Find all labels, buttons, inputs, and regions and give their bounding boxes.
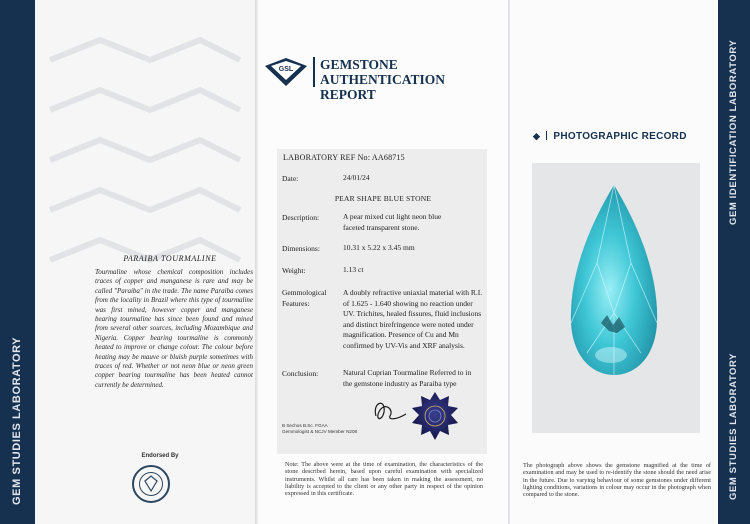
report-title-line1: GEMSTONE AUTHENTICATION bbox=[320, 57, 446, 87]
diamond-icon: ◆ bbox=[533, 131, 541, 141]
conclusion-label: Conclusion: bbox=[282, 369, 319, 378]
weight-value: 1.13 ct bbox=[343, 265, 364, 274]
stone-name: PEAR SHAPE BLUE STONE bbox=[334, 194, 432, 203]
report-title bbox=[320, 57, 510, 102]
left-spine bbox=[0, 0, 35, 524]
signature-icon bbox=[370, 396, 410, 426]
paraiba-description: Tourmaline whose chemical composition includes traces of copper and manganese is rare and may be called "Paraiba" in the trade. The name Paraiba comes from the locality in Brazil where this type of tourmaline was first mined, however copper and manganese bearing tourmaline has since been found and mined from several other sources, including Mozambique and Nigeria. Copper bearing tourmaline is commonly heated to improve or change colour. The colour before heating may be mauve or bluish purple sometimes with traces of red. Whether or not neon blue or neon green copper bearing tourmaline has been heated cannot currently be determined. bbox=[95, 268, 253, 389]
date-value: 24/01/24 bbox=[343, 173, 370, 182]
dimensions-label: Dimensions: bbox=[282, 244, 320, 253]
signer-name: B Sechos B.Sc. FGAA bbox=[282, 423, 328, 428]
date-label: Date: bbox=[282, 174, 299, 183]
pear-gem-icon bbox=[567, 183, 661, 377]
features-value: A doubly refractive uniaxial material with R.I. of 1.625 - 1.640 showing no reaction under UV. Trichites, healed fissures, fluid inclusions and distinct birefringence were noted under magnification. Presence of Cu and Mn confirmed by UV-Vis and XRF analysis. bbox=[343, 288, 483, 350]
right-spine bbox=[718, 0, 750, 524]
paraiba-title: PARAIBA TOURMALINE bbox=[123, 254, 217, 263]
disclaimer-note: Note: The above were at the time of examination, the characteristics of the stone described herein, based upon careful examination with specialized instruments. Whilst all care has been taken in making the assessment, no liability is accepted to the client or any other party in respect of the opinion expressed in this certificate. bbox=[285, 461, 483, 498]
features-label-line1: Gemmological bbox=[282, 288, 327, 297]
header-divider bbox=[313, 57, 315, 87]
features-label bbox=[282, 288, 327, 309]
report-title-line2: REPORT bbox=[320, 87, 376, 102]
lab-ref: LABORATORY REF No: AA68715 bbox=[283, 153, 405, 162]
photo-record-title-text: PHOTOGRAPHIC RECORD bbox=[553, 131, 687, 142]
gsl-logo-text: GSL bbox=[278, 66, 294, 73]
endorsed-label: Endorsed By bbox=[141, 453, 179, 459]
features-label-line2: Features: bbox=[282, 298, 310, 308]
endorsement-seal-icon bbox=[132, 465, 170, 503]
hologram-seal-icon bbox=[410, 391, 460, 441]
watermark-chevrons bbox=[40, 20, 250, 280]
signer-credentials bbox=[282, 423, 357, 435]
conclusion-value: Natural Cuprian Tourmaline Referred to in the gemstone industry as Paraiba type bbox=[343, 368, 472, 388]
photo-record-title bbox=[533, 131, 687, 142]
dimensions-value: 10.31 x 5.22 x 3.45 mm bbox=[343, 243, 415, 252]
right-spine-label-top: GEM IDENTIFICATION LABORATORY bbox=[728, 39, 739, 225]
left-spine-label: GEM STUDIES LABORATORY bbox=[11, 336, 23, 505]
description-label: Description: bbox=[282, 213, 320, 222]
photo-note: The photograph above shows the gemstone magnified at the time of examination and may be used to re-identify the stone should the need arise in the future. Due to varying behaviour of some gemstones under different lighting conditions, variations in colour may occur in the photograph when compared to the stone. bbox=[523, 462, 711, 499]
weight-label: Weight: bbox=[282, 266, 306, 275]
right-spine-label-bottom: GEM STUDIES LABORATORY bbox=[728, 352, 739, 500]
description-value: A pear mixed cut light neon blue faceted transparent stone. bbox=[343, 212, 442, 232]
gsl-logo-icon bbox=[263, 56, 309, 88]
signer-membership: Gemmologist & NCJV Member N208 bbox=[282, 429, 358, 434]
